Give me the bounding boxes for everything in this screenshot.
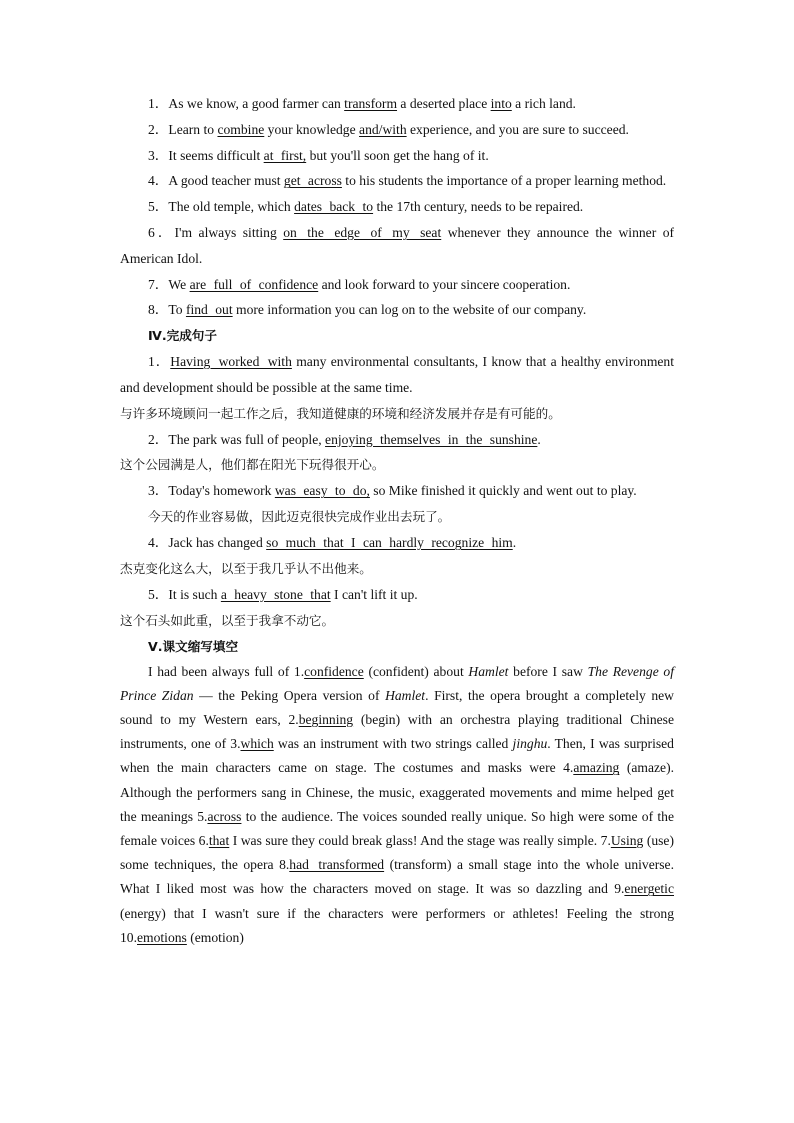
sentence-text: We [168,276,190,292]
item-number: 3． [148,147,169,163]
sentence-text: whenever they announce the winner of American Idol. [120,224,675,266]
vocab-item-8 [120,297,674,323]
answer-blank: find out [185,302,233,318]
cloze-answer: confidence [304,663,364,679]
item-number: 4． [148,535,169,551]
passage-text: to the audience. The voices sounded really unique. So high were some of the female voices 6. [120,808,674,848]
answer-blank: dates back to [294,199,374,215]
section-heading: Ⅴ.课文缩写填空 [148,638,239,654]
passage-text: (transform) a small stage into the whole universe. What I liked most was how the characters moved on stage. It was so dazzling and 9. [120,857,674,897]
sentence-text: . [537,431,541,447]
sentence-text: so Mike finished it quickly and went out to play. [369,483,637,499]
sentence-text: A good teacher must [168,173,284,189]
answer-blank: transform [344,96,398,111]
passage-text: I had been always full of 1. [148,663,305,679]
item-number: 1． [148,96,169,111]
sentence-item-2 [120,427,674,453]
cloze-answer: amazing [573,760,620,776]
item-number: 7． [148,276,169,292]
answer-blank: Having worked with [170,353,292,369]
passage-text: — the Peking Opera version of [193,687,386,703]
chinese-translation: 今天的作业容易做，因此迈克很快完成作业出去玩了。 [148,509,451,525]
passage-text: I was sure they could break glass! And the stage was really simple. 7. [229,832,611,848]
cloze-answer: across [207,808,242,824]
section-complete-sentences [120,323,674,634]
sentence-text: Today's homework [168,483,275,499]
sentence-text: many environmental consultants, I know that a healthy environment and development should be possible at the same time. [120,353,674,395]
sentence-item-5 [120,582,674,608]
cloze-answer: beginning [298,711,354,727]
vocab-section [120,91,674,323]
answer-blank: at first, [263,147,307,163]
italic-title: Hamlet [468,663,509,679]
document-page [120,91,674,950]
italic-title: Hamlet [385,687,426,703]
sentence-item-1 [120,349,674,401]
item-number: 5． [148,199,169,215]
passage-text: (begin) with an orchestra playing traditional Chinese instruments, one of 3. [120,711,674,752]
sentence-text: and look forward to your sincere cooperation. [318,276,571,292]
sentence-text: Jack has changed [168,535,267,551]
item-number: 5． [148,586,169,602]
cloze-answer: had transformed [289,857,385,873]
item-number: 6． [148,224,175,240]
section-summary-cloze [120,634,674,950]
sentence-text: I can't lift it up. [330,586,418,602]
passage-text: (energy) that I wasn't sure if the characters were performers or athletes! Feeling the strong 10. [120,905,674,945]
chinese-translation: 这个公园满是人，他们都在阳光下玩得很开心。 [120,457,385,473]
italic-title: jinghu [512,736,548,752]
vocab-item-2 [120,117,674,143]
sentence-text: to his students the importance of a proper learning method. [341,173,667,189]
passage-text: (confident) about [363,663,469,679]
vocab-item-1 [120,91,674,117]
sentence-text: As we know, a good farmer can [168,96,345,111]
section-heading: Ⅳ.完成句子 [148,328,217,344]
sentence-text: It seems difficult [168,147,264,163]
sentence-text: your knowledge [264,121,360,137]
answer-blank: a heavy stone that [220,586,331,602]
sentence-text: . [512,535,517,551]
chinese-translation: 与许多环境顾问一起工作之后，我知道健康的环境和经济发展并存是有可能的。 [120,405,561,421]
answer-blank: get across [283,173,342,189]
answer-blank: so much that I can hardly recognize him [266,535,513,551]
answer-blank: are full of confidence [189,276,319,292]
cloze-answer: Using [610,832,644,848]
passage-text: before I saw [508,663,588,679]
passage-text: . First, the opera brought a completely new sound to my Western ears, 2. [120,687,674,727]
passage-text: (use) some techniques, the opera 8. [120,832,674,873]
sentence-text: It is such [168,586,221,602]
sentence-item-4 [120,530,674,556]
sentence-text: The old temple, which [168,199,295,215]
sentence-item-3 [120,478,674,504]
answer-blank: on the edge of my seat [283,224,442,240]
item-number: 2． [148,121,169,137]
item-number: 2． [148,431,169,447]
item-number: 4． [148,173,169,189]
sentence-text: the 17th century, needs to be repaired. [373,199,584,215]
sentence-text: The park was full of people, [168,431,326,447]
answer-blank: into [490,96,512,111]
passage-text: . Then, I was surprised when the main characters came on stage. The costumes and masks were 4. [120,736,674,776]
item-number: 3． [148,483,169,499]
vocab-item-7 [120,272,674,298]
chinese-translation: 杰克变化这么大，以至于我几乎认不出他来。 [120,560,372,576]
sentence-text: To [168,302,186,318]
passage-text: was an instrument with two strings called [273,736,513,752]
cloze-answer: that [208,832,230,848]
cloze-passage [120,660,674,950]
answer-blank: was easy to do, [274,483,370,499]
vocab-item-5 [120,194,674,220]
answer-blank: enjoying themselves in the sunshine [325,431,538,447]
sentence-text: I'm always sitting [174,224,284,240]
sentence-text: experience, and you are sure to succeed. [406,121,629,137]
passage-text: (amaze). Although the performers sang in Chinese, the music, exaggerated movements and mime helped get the meanings 5. [120,760,674,824]
item-number: 8． [148,302,169,318]
item-number: 1． [148,353,171,369]
vocab-item-3 [120,143,674,169]
sentence-text: a deserted place [397,96,491,111]
answer-blank: and/with [359,121,407,137]
chinese-translation: 这个石头如此重，以至于我拿不动它。 [120,612,335,628]
sentence-text: Learn to [168,121,218,137]
sentence-text: a rich land. [511,96,576,111]
vocab-item-6 [120,220,674,272]
cloze-answer: which [240,736,274,752]
passage-text: (emotion) [186,929,244,945]
cloze-answer: emotions [137,929,187,945]
answer-blank: combine [217,121,265,137]
cloze-answer: energetic [624,881,674,897]
sentence-text: more information you can log on to the website of our company. [232,302,587,318]
italic-title: The Revenge of Prince Zidan [120,663,674,703]
sentence-text: but you'll soon get the hang of it. [306,147,489,163]
vocab-item-4 [120,168,674,194]
